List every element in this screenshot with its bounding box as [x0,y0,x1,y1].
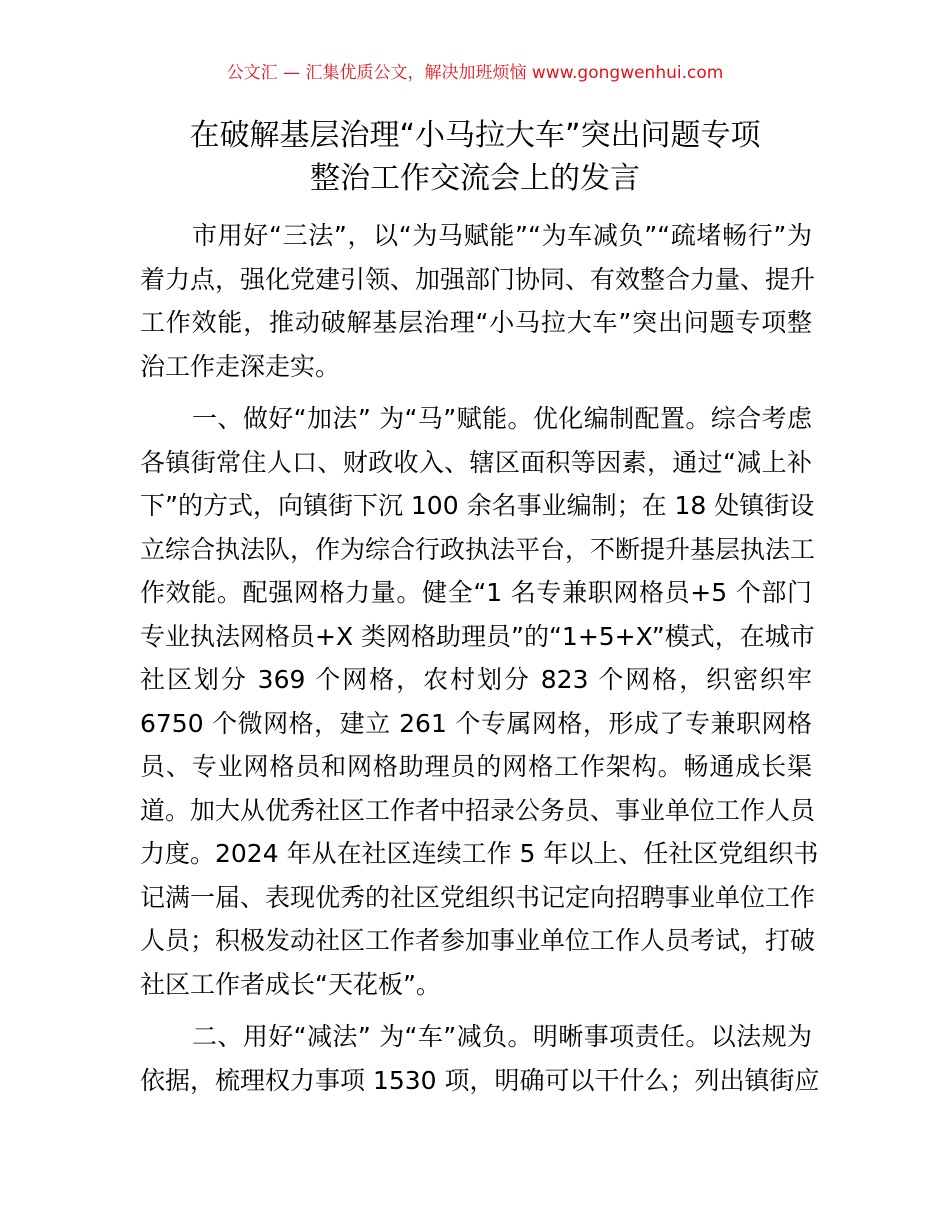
text-line: 记满一届、表现优秀的社区党组织书记定向招聘事业单位工作 [140,882,816,912]
paragraph [140,397,819,1006]
text-line: 社区工作者成长“天花板”。 [140,969,441,999]
text-line: 一、做好“加法” 为“马”赋能。优化编制配置。综合考虑 [192,404,812,433]
text-line: 二、用好“减法” 为“车”减负。明晰事项责任。以法规为 [192,1022,812,1051]
paragraph [140,214,816,388]
text-line: 市用好“三法”，以“为马赋能”“为车减负”“疏堵畅行”为 [192,221,812,250]
text-line: 专业执法网格员+X 类网格助理员”的“1+5+X”模式，在城市 [140,621,815,651]
text-line: 道。加大从优秀社区工作者中招录公务员、事业单位工作人员 [140,795,816,825]
paragraph [140,1015,820,1102]
site-header-banner: 公文汇 — 汇集优质公文，解决加班烦恼 www.gongwenhui.com [226,63,724,83]
text-line: 各镇街常住人口、财政收入、辖区面积等因素，通过“减上补 [140,447,812,477]
text-line: 工作效能，推动破解基层治理“小马拉大车”突出问题专项整 [140,308,812,337]
document-title-line-2: 整治工作交流会上的发言 [310,161,640,196]
text-line: 员、专业网格员和网格助理员的网格工作架构。畅通成长渠 [140,752,812,781]
text-line: 治工作走深走实。 [140,351,341,381]
text-line: 社区划分 369 个网格，农村划分 823 个网格，织密织牢 [140,665,812,694]
document-title-line-1: 在破解基层治理“小马拉大车”突出问题专项 [189,118,761,153]
text-line: 下”的方式，向镇街下沉 100 余名事业编制；在 18 处镇街设 [140,491,815,520]
text-line: 作效能。配强网格力量。健全“1 名专兼职网格员+5 个部门 [140,578,812,607]
text-line: 6750 个微网格，建立 261 个专属网格，形成了专兼职网格 [140,708,812,738]
text-line: 着力点，强化党建引领、加强部门协同、有效整合力量、提升 [140,264,816,294]
text-line: 力度。2024 年从在社区连续工作 5 年以上、任社区党组织书 [140,839,819,868]
text-line: 人员；积极发动社区工作者参加事业单位工作人员考试，打破 [140,926,816,955]
text-line: 依据，梳理权力事项 1530 项，明确可以干什么；列出镇街应 [140,1065,820,1095]
text-line: 立综合执法队，作为综合行政执法平台，不断提升基层执法工 [140,534,816,564]
document-body [140,214,820,1111]
